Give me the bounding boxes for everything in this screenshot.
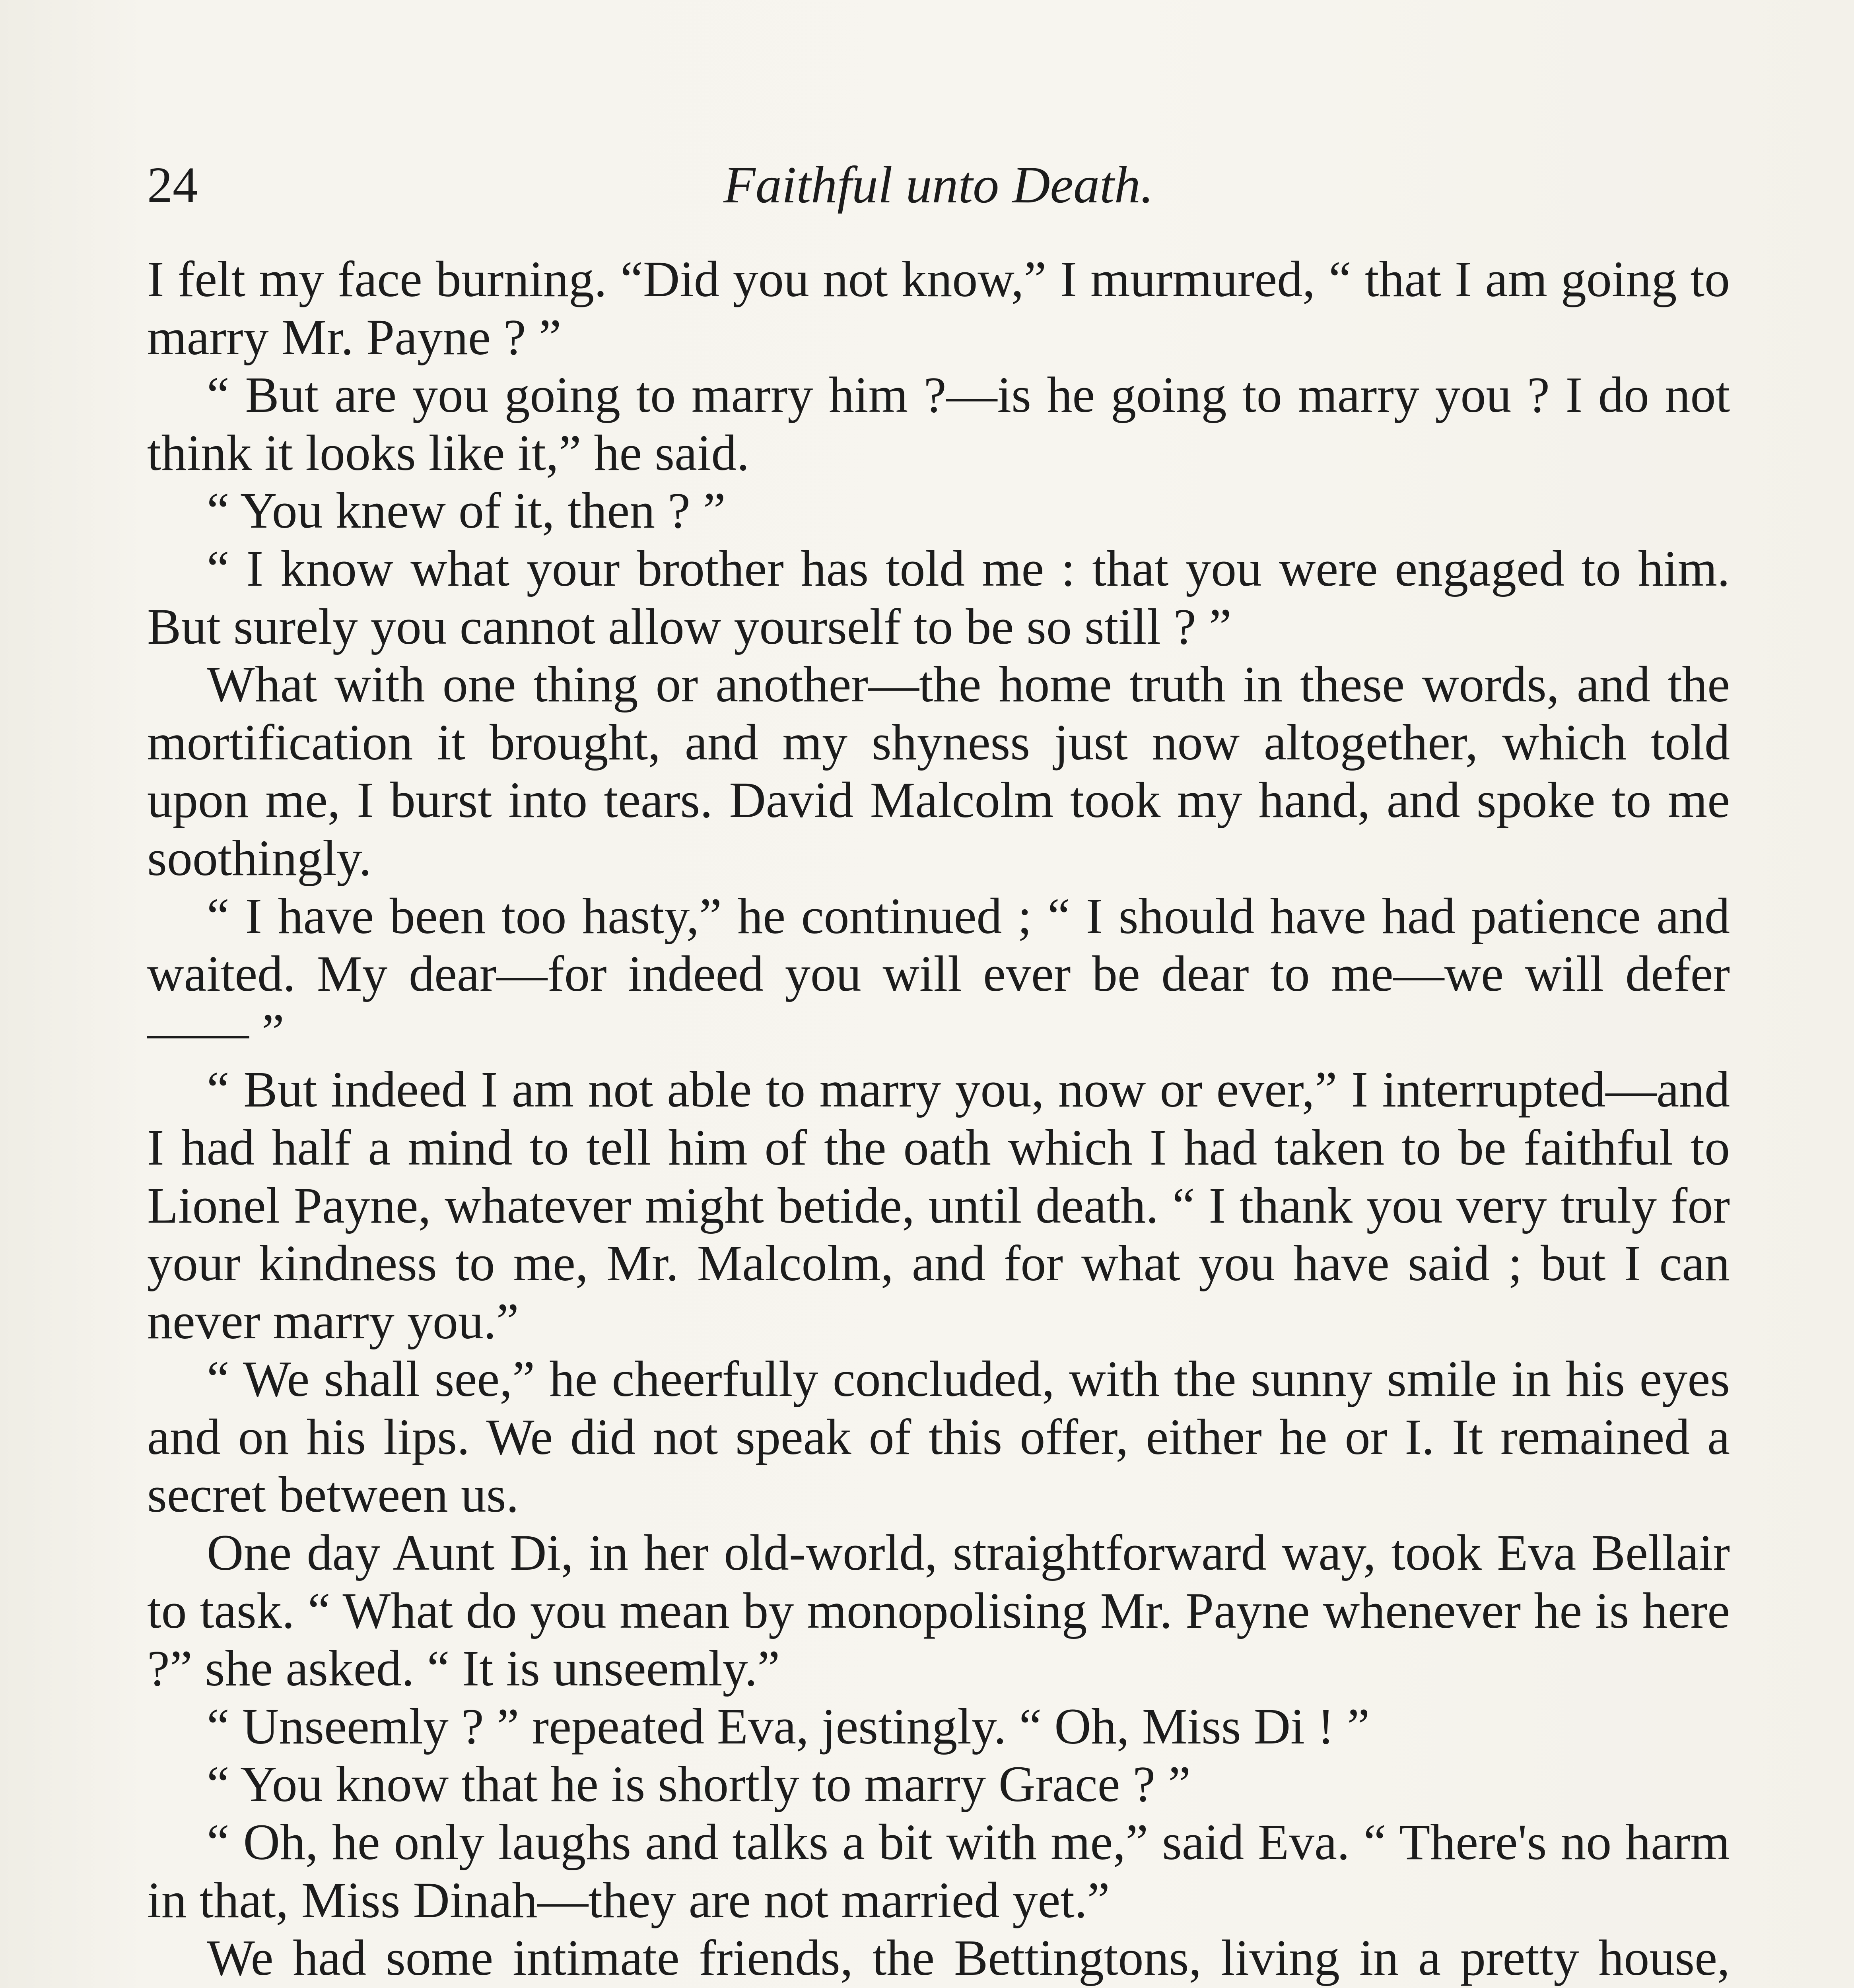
paragraph: “ But are you going to marry him ?—is he going to marry you ? I do not think it looks like it,” he said.	[147, 367, 1730, 481]
paragraph: What with one thing or another—the home truth in these words, and the mortification it brought, and my shyness just now altogether, which told upon me, I burst into tears. David Malcolm took my hand, and spoke to me soothingly.	[147, 656, 1730, 886]
page-number: 24	[147, 157, 198, 213]
paragraph: “ You know that he is shortly to marry Grace ? ”	[207, 1756, 1191, 1813]
paragraph: “ You knew of it, then ? ”	[207, 482, 726, 539]
paragraph: We had some intimate friends, the Bettingtons, living in a pretty house,	[207, 1930, 1730, 1986]
paragraph: “ Unseemly ? ” repeated Eva, jestingly. “ Oh, Miss Di ! ”	[207, 1698, 1370, 1755]
paragraph: “ Oh, he only laughs and talks a bit with me,” said Eva. “ There's no harm in that, Miss Dinah—they are not married yet.”	[147, 1814, 1730, 1928]
paragraph: One day Aunt Di, in her old-world, straightforward way, took Eva Bellair to task. “ What do you mean by monopolising Mr. Payne whenever he is here ?” she asked. “ It is unseemly.”	[147, 1524, 1730, 1697]
paragraph: “ I know what your brother has told me : that you were engaged to him. But surely you cannot allow yourself to be so still ? ”	[147, 540, 1730, 655]
page-header	[147, 151, 1730, 219]
paragraph: “ We shall see,” he cheerfully concluded, with the sunny smile in his eyes and on his lips. We did not speak of this offer, either he or I. It remained a secret between us.	[147, 1351, 1730, 1523]
body-text	[147, 250, 1730, 1988]
paragraph: “ I have been too hasty,” he continued ; “ I should have had patience and waited. My dear—for indeed you will ever be dear to me—we will defer —— ”	[147, 887, 1730, 1060]
running-title: Faithful unto Death.	[723, 155, 1154, 214]
paragraph: I felt my face burning. “Did you not know,” I murmured, “ that I am going to marry Mr. Payne ? ”	[147, 251, 1730, 365]
paragraph: “ But indeed I am not able to marry you, now or ever,” I interrupted—and I had half a mind to tell him of the oath which I had taken to be faithful to Lionel Payne, whatever might betide, until death. “ I thank you very truly for your kindness to me, Mr. Malcolm, and for what you have said ; but I can never marry you.”	[147, 1061, 1730, 1349]
